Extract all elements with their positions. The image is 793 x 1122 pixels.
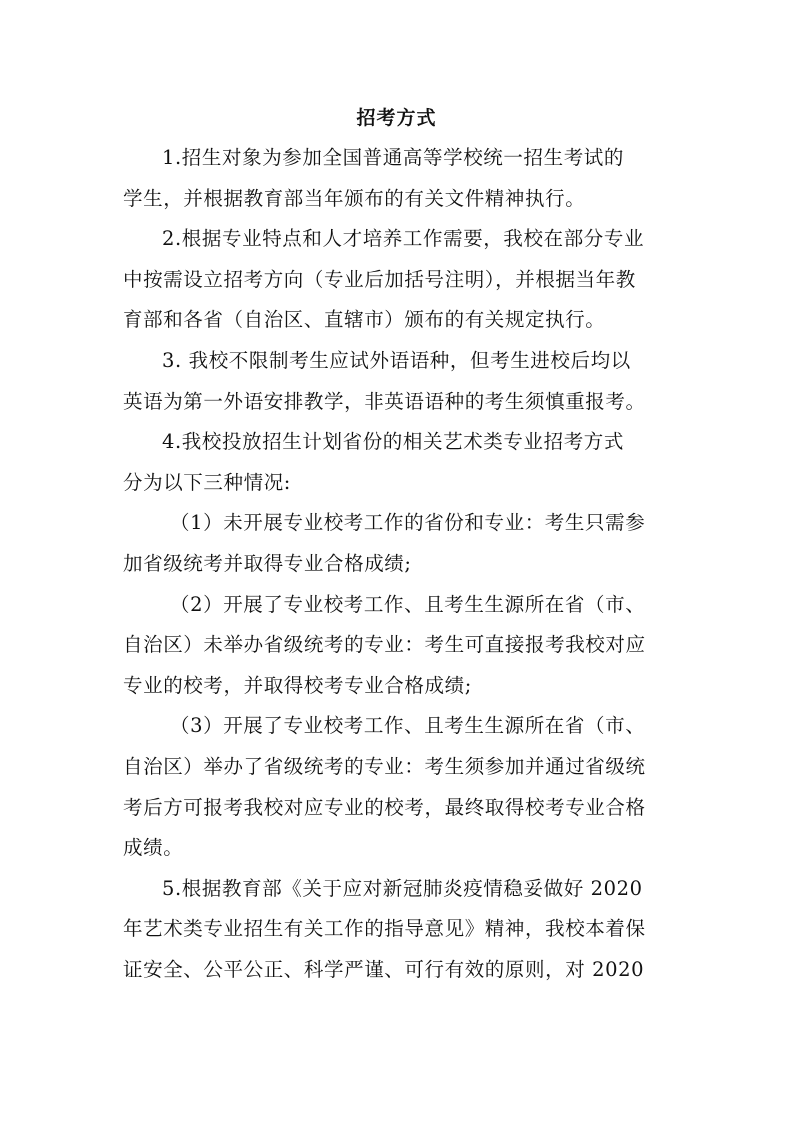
body-line: （2）开展了专业校考工作、且考生生源所在省（市、 — [170, 592, 646, 616]
body-line: 考后方可报考我校对应专业的校考，最终取得校考专业合格 — [123, 795, 646, 819]
body-line: （1）未开展专业校考工作的省份和专业：考生只需参 — [170, 511, 646, 535]
body-line: 年艺术类专业招生有关工作的指导意见》精神，我校本着保 — [123, 917, 646, 941]
body-line: 证安全、公平公正、科学严谨、可行有效的原则，对 2020 — [123, 957, 645, 981]
document-body — [0, 138, 646, 990]
body-line: 1.招生对象为参加全国普通高等学校统一招生考试的 — [162, 146, 625, 169]
body-line: 5.根据教育部《关于应对新冠肺炎疫情稳妥做好 2020 — [162, 876, 643, 900]
body-line: （3）开展了专业校考工作、且考生生源所在省（市、 — [170, 714, 646, 738]
body-line: 自治区）举办了省级统考的专业：考生须参加并通过省级统 — [123, 754, 646, 778]
body-line: 加省级统考并取得专业合格成绩; — [123, 551, 412, 575]
body-line: 2.根据专业特点和人才培养工作需要，我校在部分专业 — [162, 227, 645, 251]
body-line: 成绩。 — [123, 836, 184, 860]
body-line: 自治区）未举办省级统考的专业：考生可直接报考我校对应 — [123, 633, 646, 657]
body-line: 中按需设立招考方向（专业后加括号注明），并根据当年教 — [123, 267, 636, 291]
body-line: 学生，并根据教育部当年颁布的有关文件精神执行。 — [123, 186, 586, 210]
body-line: 4.我校投放招生计划省份的相关艺术类专业招考方式 — [162, 430, 625, 454]
body-line: 专业的校考，并取得校考专业合格成绩; — [123, 673, 472, 697]
body-line: 育部和各省（自治区、直辖市）颁布的有关规定执行。 — [123, 308, 606, 332]
body-line: 3. 我校不限制考生应试外语语种，但考生进校后均以 — [162, 348, 631, 372]
document-title: 招考方式 — [356, 107, 437, 129]
body-line: 英语为第一外语安排教学，非英语语种的考生须慎重报考。 — [123, 389, 646, 413]
body-line: 分为以下三种情况: — [123, 470, 291, 494]
